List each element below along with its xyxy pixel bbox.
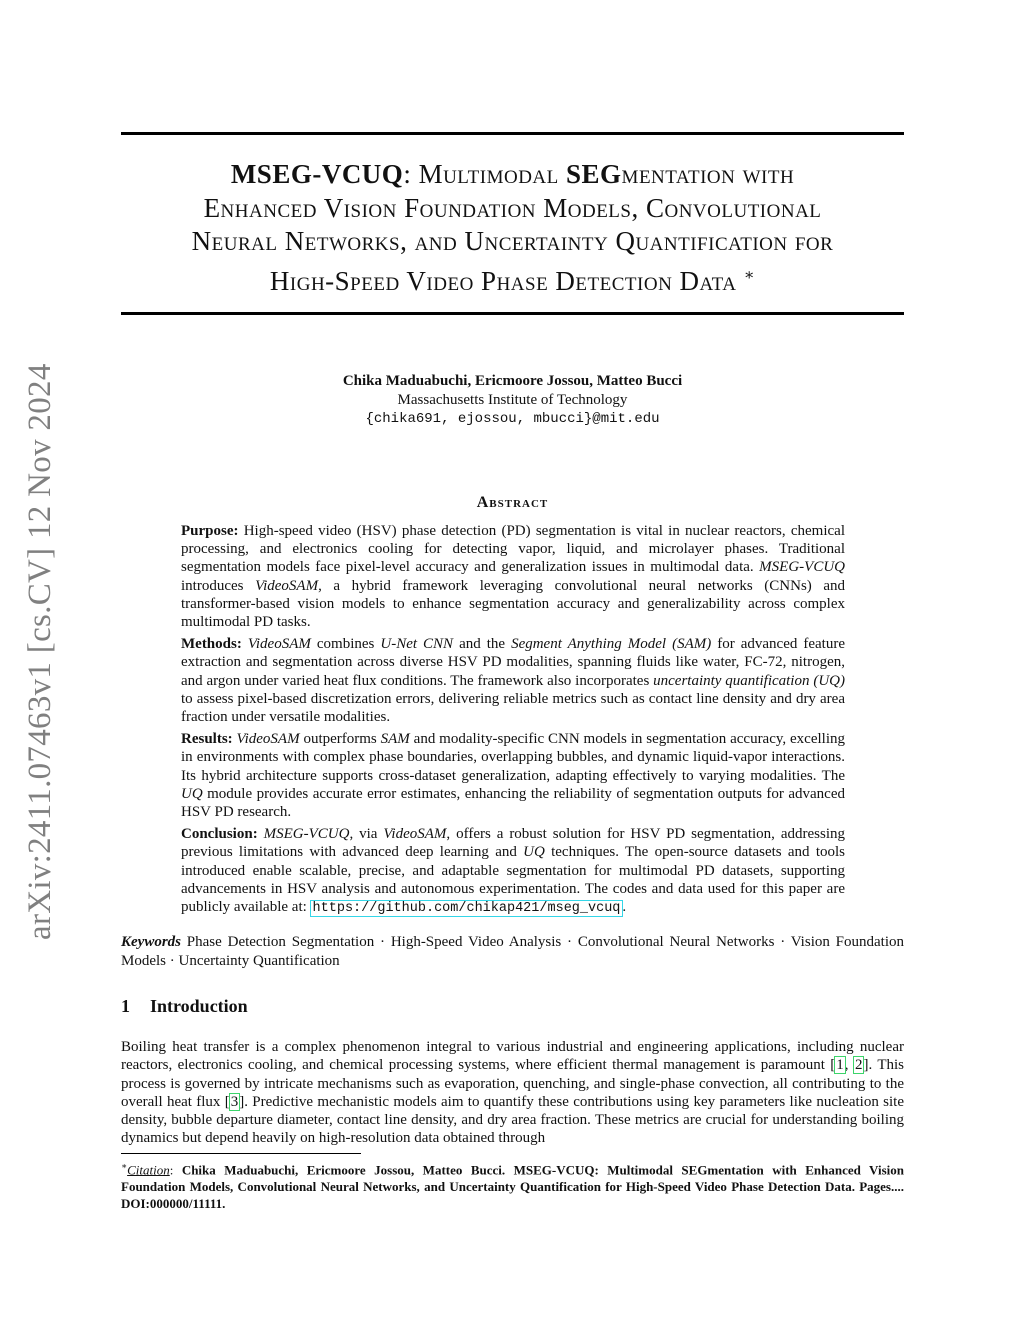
text: High-speed video (HSV) phase detection (PD) segmentation is vital in nuclear reactors, chemical processing, and electronics cooling for detecting vapor, liquid, and microlayer phases. Traditional segmentation models face pixel-level accuracy and generalization issues in multimodal data.: [181, 523, 845, 576]
text: combines: [310, 636, 381, 653]
abstract-body: [181, 522, 845, 922]
footnote-text: Chika Maduabuchi, Ericmoore Jossou, Matteo Bucci. MSEG-VCUQ: Multimodal SEGmentation with Enhanced Vision Foundation Models, Convolutional Neural Networks, and Uncertainty Quantification for High-Speed Video Phase Detection Data. Pages.... DOI:000000/11111.: [121, 1162, 904, 1211]
citation-footnote: [121, 1158, 904, 1213]
text: , via: [349, 826, 384, 843]
text: for advanced feature extraction and segmentation across diverse HSV PD modalities, spanning fluids like water, FC-72, nitrogen, and argon under varied heat flux conditions. The framework also incorporates: [181, 636, 845, 689]
title-part: mentation with: [621, 159, 795, 189]
text: SAM: [380, 731, 410, 748]
text: uncertainty quantification (UQ): [653, 672, 845, 689]
section-title: Introduction: [150, 996, 248, 1016]
title-line-2: Enhanced Vision Foundation Models, Convolutional: [203, 192, 822, 223]
arxiv-identifier: arXiv:2411.07463v1 [cs.CV] 12 Nov 2024: [22, 363, 58, 940]
keywords: [121, 933, 904, 970]
title-part: : M: [403, 159, 444, 189]
text: introduces: [181, 577, 256, 594]
title-line-3: Neural Networks, and Uncertainty Quantification for: [191, 226, 834, 256]
text: UQ: [523, 844, 545, 861]
section-number: 1: [121, 996, 130, 1016]
text: outperforms: [299, 731, 381, 748]
title-acronym: MSEG-VCUQ: [230, 159, 404, 189]
citation-link[interactable]: 1: [836, 1057, 844, 1074]
text: and the: [453, 636, 512, 653]
abstract-purpose: [181, 522, 845, 631]
abstract-heading: Abstract: [476, 494, 549, 511]
footnote-mark: ∗: [121, 1161, 128, 1171]
text: to assess pixel-based discretization errors, delivering reliable metrics such as contact line density and dry area fraction under versatile modalities.: [181, 690, 845, 726]
text: module provides accurate error estimates, enhancing the reliability of segmentation outputs for advanced HSV PD research.: [181, 785, 845, 821]
keywords-label: Keywords: [121, 934, 181, 950]
footnote-label: Citation: [127, 1162, 170, 1178]
title-part: ultimodal: [443, 159, 567, 189]
abstract-methods: [181, 635, 845, 726]
abstract-results: [181, 730, 845, 821]
section-heading-introduction: [121, 996, 248, 1017]
text: ]. This process is governed by intricate mechanisms such as evaporation, quenching, and single-phase convection, all contributing to the overall heat flux [: [121, 1057, 904, 1110]
footnote-rule: [121, 1153, 361, 1154]
author-names: Chika Maduabuchi, Ericmoore Jossou, Matteo Bucci: [342, 373, 683, 389]
title-rule-bottom: [121, 312, 904, 315]
text: techniques. The open-source datasets and tools introduced enable scalable, precise, and adaptable segmentation for multimodal PD datasets, supporting advancements in HSV analysis and autonomous experimentation. The codes and data used for this paper are publicly available at:: [181, 844, 845, 916]
text: , a hybrid framework leveraging convolutional neural networks (CNNs) and transformer-based vision models to enhance segmentation accuracy and generalizability across complex multimodal PD tasks.: [181, 577, 845, 631]
text: :: [169, 1162, 182, 1178]
author-emails: {chika691, ejossou, mbucci}@mit.edu: [365, 411, 660, 427]
github-link[interactable]: https://github.com/chikap421/mseg_vcuq: [312, 901, 621, 917]
conclusion-label: Conclusion:: [181, 826, 258, 843]
text: VideoSAM: [255, 577, 319, 594]
text: VideoSAM: [383, 826, 447, 843]
text: U-Net CNN: [380, 636, 454, 653]
title-footnote-mark: ∗: [743, 266, 756, 284]
abstract-conclusion: [181, 825, 845, 918]
title-line-4: High-Speed Video Phase Detection Data: [269, 265, 737, 296]
text: Boiling heat transfer is a complex phenomenon integral to various industrial and engineering applications, including nuclear reactors, electronics cooling, and chemical processing systems, where efficient thermal management is paramount [: [121, 1039, 904, 1074]
text: Segment Anything Model (SAM): [511, 636, 712, 653]
text: ]. Predictive mechanistic models aim to quantify these contributions using key parameters like nucleation site density, bubble departure diameter, contact line density, and dry area fraction. These metrics are crucial for understanding boiling dynamics but depend heavily on high-resolution data obtained through: [121, 1093, 904, 1147]
text: MSEG-VCUQ: [759, 559, 845, 576]
citation-link[interactable]: 3: [230, 1093, 239, 1110]
title-seg: SEG: [566, 159, 622, 189]
author-block: [121, 372, 904, 429]
title-rule-top: [121, 132, 904, 135]
methods-label: Methods:: [181, 636, 242, 653]
purpose-label: Purpose:: [181, 523, 239, 539]
text: VideoSAM: [232, 731, 300, 748]
introduction-paragraph: [121, 1038, 904, 1148]
text: MSEG-VCUQ: [257, 826, 350, 843]
text: VideoSAM: [241, 636, 311, 653]
text: UQ: [181, 785, 203, 802]
text: .: [622, 899, 627, 916]
paper-title: [121, 158, 904, 298]
text: ,: [844, 1057, 854, 1074]
text: and modality-specific CNN models in segmentation accuracy, excelling in environments with complex phase boundaries, overlapping bubbles, and dynamic liquid-vapor interactions. Its hybrid architecture supports cross-dataset generalization, adapting effectively to varying modalities. The: [181, 731, 845, 784]
author-affiliation: Massachusetts Institute of Technology: [397, 392, 628, 408]
results-label: Results:: [181, 731, 233, 748]
keywords-text: Phase Detection Segmentation · High-Speed Video Analysis · Convolutional Neural Networks · Vision Foundation Models · Uncertainty Quantification: [121, 934, 904, 969]
citation-link[interactable]: 2: [854, 1057, 863, 1074]
text: , offers a robust solution for HSV PD segmentation, addressing previous limitations with advanced deep learning and: [181, 826, 845, 861]
